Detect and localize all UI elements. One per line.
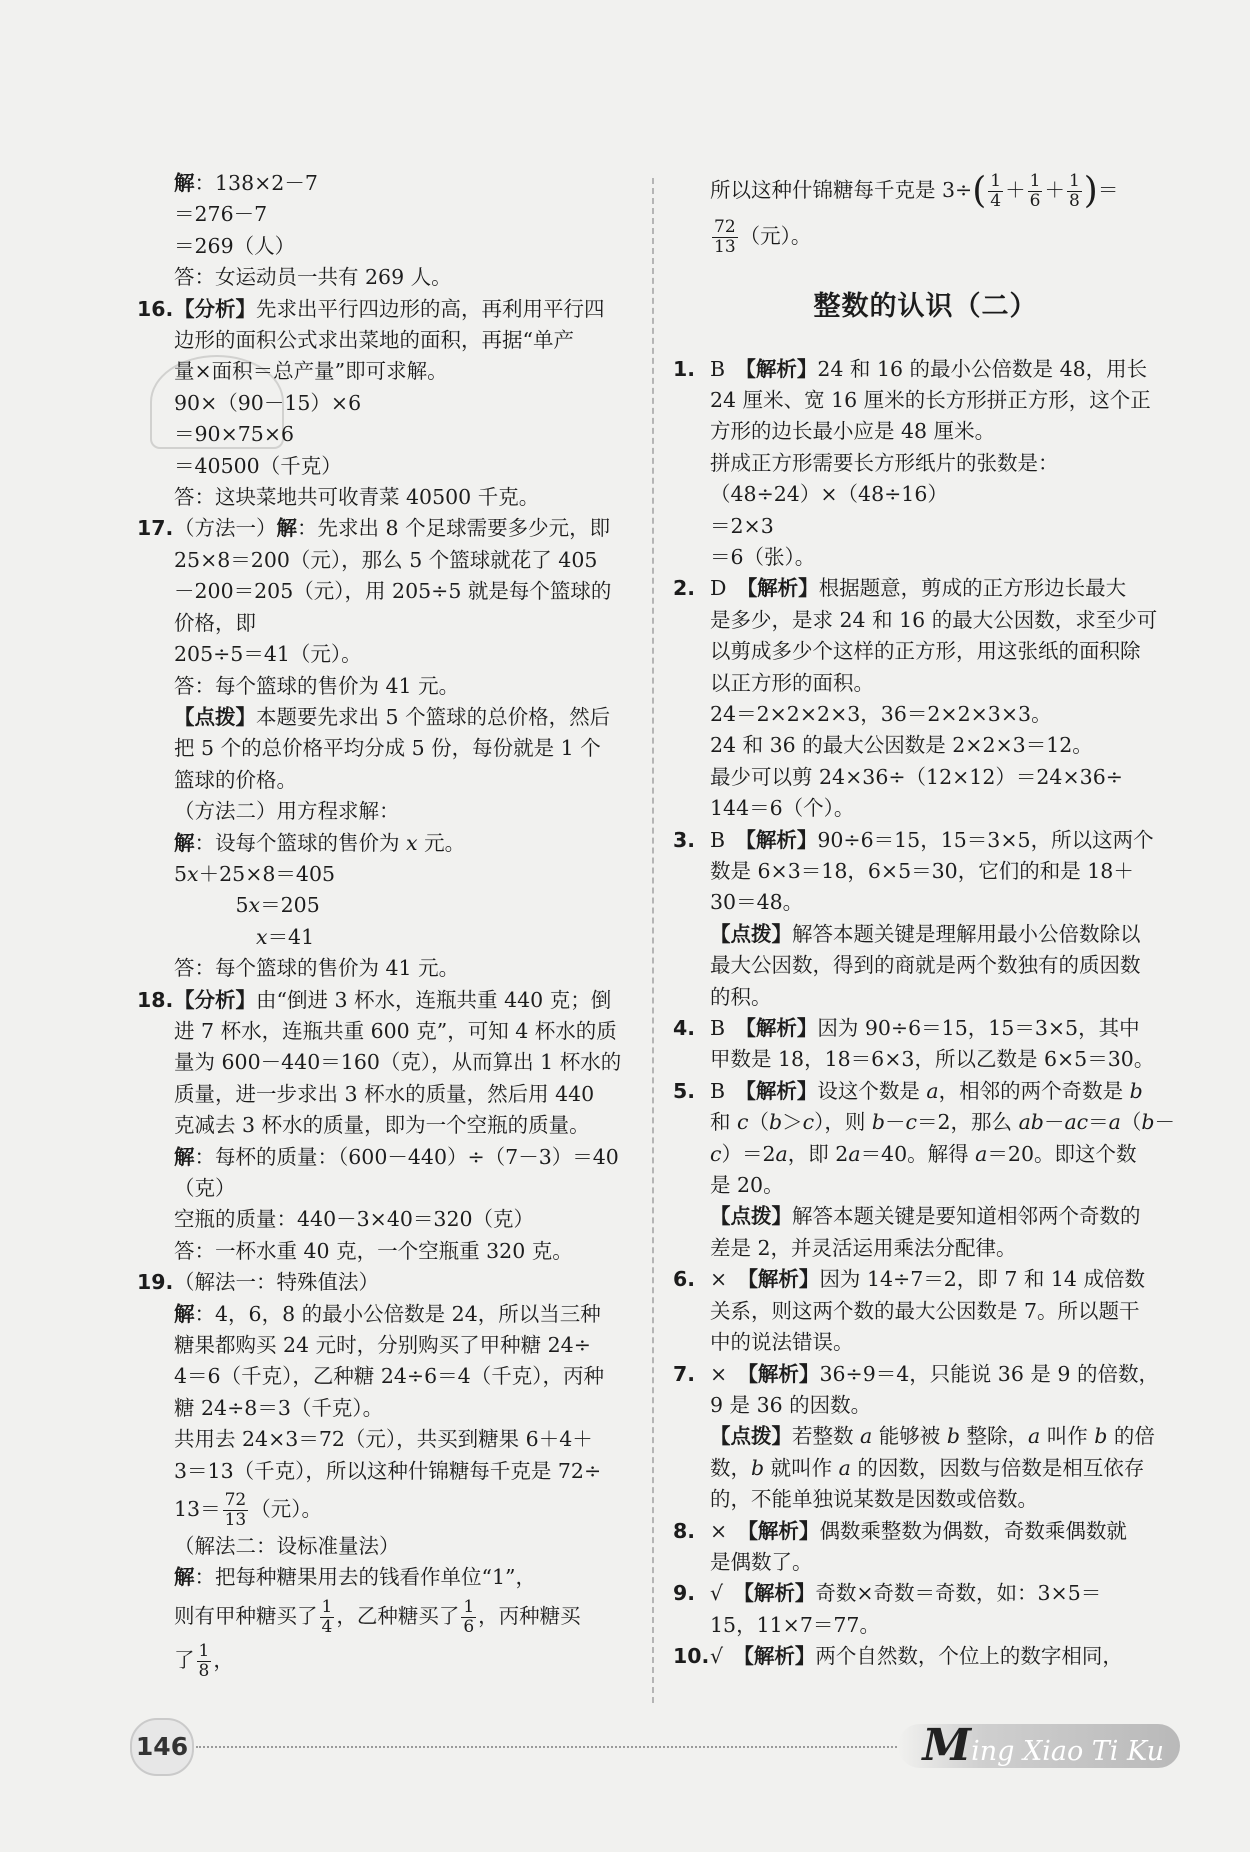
line-text: 糖果都购买 24 元时，分别购买了甲种糖 24÷ bbox=[174, 1333, 591, 1358]
question-number: 8. bbox=[673, 1518, 696, 1543]
left-column bbox=[137, 168, 642, 1682]
line-text: 篮球的价格。 bbox=[174, 767, 297, 792]
left-line bbox=[137, 733, 642, 764]
left-line bbox=[137, 1456, 642, 1487]
line-text: 中的说法错误。 bbox=[710, 1330, 854, 1355]
line-text: 解：把每种糖果用去的钱看作单位“1”， bbox=[174, 1565, 537, 1590]
line-text: 进 7 杯水，连瓶共重 600 克”，可知 4 杯水的质 bbox=[174, 1018, 617, 1043]
line-text: 了 $\frac{1}{8}$ ， bbox=[174, 1640, 234, 1681]
page-number: 146 bbox=[130, 1718, 194, 1776]
left-line bbox=[137, 828, 642, 859]
line-text: B 【解析】因为 90÷6＝15，15＝3×5，其中 bbox=[710, 1016, 1140, 1041]
line-text: c）＝2a，即 2a＝40。解得 a＝20。即这个数 bbox=[710, 1141, 1137, 1166]
right-line bbox=[673, 1013, 1178, 1044]
right-line bbox=[673, 1547, 1178, 1578]
left-line bbox=[137, 1487, 642, 1531]
line-text: 24 和 36 的最大公因数是 2×2×3＝12。 bbox=[710, 733, 1093, 758]
right-line bbox=[673, 1610, 1178, 1641]
line-text: 90×（90－15）×6 bbox=[174, 390, 362, 415]
question-number: 9. bbox=[673, 1581, 696, 1606]
right-line bbox=[673, 1359, 1178, 1390]
line-text: 以剪成多少个这样的正方形，用这张纸的面积除 bbox=[710, 639, 1141, 664]
question-number: 18. bbox=[137, 987, 174, 1012]
line-text: 是偶数了。 bbox=[710, 1549, 813, 1574]
line-text: ＝6（张）。 bbox=[710, 544, 816, 569]
right-line bbox=[673, 1516, 1178, 1547]
right-line bbox=[673, 1044, 1178, 1075]
line-text: 则有甲种糖买了 $\frac{1}{4}$ ，乙种糖买了 $\frac{1}{6}$ ，丙种糖买 bbox=[174, 1596, 581, 1637]
line-text: （方法二）用方程求解： bbox=[174, 799, 400, 824]
left-line bbox=[137, 482, 642, 513]
line-text: 【分析】先求出平行四边形的高，再利用平行四 bbox=[174, 296, 605, 321]
right-line bbox=[673, 919, 1178, 950]
right-line bbox=[673, 416, 1178, 447]
right-line bbox=[673, 887, 1178, 918]
right-column-answers bbox=[673, 354, 1178, 1673]
line-text: 144＝6（个）。 bbox=[710, 796, 855, 821]
right-line bbox=[673, 793, 1178, 824]
right-line bbox=[673, 1453, 1178, 1484]
right-line bbox=[673, 1421, 1178, 1452]
left-line bbox=[137, 451, 642, 482]
line-text: 数是 6×3＝18，6×5＝30，它们的和是 18＋ bbox=[710, 859, 1134, 883]
left-line bbox=[137, 1173, 642, 1204]
column-divider bbox=[652, 178, 654, 1703]
line-text: 甲数是 18，18＝6×3，所以乙数是 6×5＝30。 bbox=[710, 1047, 1155, 1072]
left-line bbox=[137, 388, 642, 419]
right-line bbox=[673, 730, 1178, 761]
line-text: 答：每个篮球的售价为 41 元。 bbox=[174, 956, 460, 981]
line-text: 24 厘米、宽 16 厘米的长方形拼正方形，这个正 bbox=[710, 387, 1151, 412]
line-text: 方形的边长最小应是 48 厘米。 bbox=[710, 419, 996, 444]
right-line bbox=[673, 354, 1178, 385]
line-text: √ 【解析】奇数×奇数＝奇数，如：3×5＝ bbox=[710, 1581, 1102, 1606]
right-line bbox=[673, 950, 1178, 981]
left-line bbox=[137, 765, 642, 796]
left-line bbox=[137, 168, 642, 199]
right-line bbox=[673, 982, 1178, 1013]
right-line bbox=[673, 668, 1178, 699]
line-text: B 【解析】24 和 16 的最小公倍数是 48，用长 bbox=[710, 356, 1148, 381]
line-text: 答：一杯水重 40 克，一个空瓶重 320 克。 bbox=[174, 1238, 573, 1263]
right-line bbox=[673, 605, 1178, 636]
line-text: 205÷5＝41（元）。 bbox=[174, 642, 362, 667]
line-text: （解法二：设标准量法） bbox=[174, 1534, 400, 1559]
left-line bbox=[137, 356, 642, 387]
left-line bbox=[137, 890, 642, 921]
left-line bbox=[137, 1562, 642, 1593]
line-text: （48÷24）×（48÷16） bbox=[710, 482, 948, 507]
right-line bbox=[673, 448, 1178, 479]
line-text: ＝90×75×6 bbox=[174, 422, 295, 447]
line-text: 30＝48。 bbox=[710, 890, 804, 915]
line-text: D 【解析】根据题意，剪成的正方形边长最大 bbox=[710, 576, 1127, 601]
right-line bbox=[673, 1139, 1178, 1170]
line-text: 解：138×2－7 bbox=[174, 171, 318, 195]
question-number: 7. bbox=[673, 1361, 696, 1386]
right-line bbox=[673, 856, 1178, 887]
right-line bbox=[673, 1170, 1178, 1201]
left-line bbox=[137, 1267, 642, 1298]
question-number: 16. bbox=[137, 296, 174, 321]
line-text: 边形的面积公式求出菜地的面积，再据“单产 bbox=[174, 328, 574, 353]
line-text: 关系，则这两个数的最大公因数是 7。所以题干 bbox=[710, 1298, 1140, 1323]
line-text: 3＝13（千克），所以这种什锦糖每千克是 72÷ bbox=[174, 1458, 602, 1483]
right-line bbox=[673, 636, 1178, 667]
right-line bbox=[673, 1264, 1178, 1295]
question-number: 5. bbox=[673, 1078, 696, 1103]
page-footer bbox=[130, 1718, 1180, 1778]
line-text: 【点拨】本题要先求出 5 个篮球的总价格，然后 bbox=[174, 704, 611, 729]
line-text: 质量，进一步求出 3 杯水的质量，然后用 440 bbox=[174, 1081, 595, 1106]
left-line bbox=[137, 608, 642, 639]
line-text: B 【解析】设这个数是 a，相邻的两个奇数是 b bbox=[710, 1078, 1143, 1103]
right-column-continuation bbox=[673, 168, 1178, 258]
left-line bbox=[137, 1299, 642, 1330]
right-line bbox=[673, 825, 1178, 856]
line-text: 是 20。 bbox=[710, 1173, 784, 1198]
line-text: 价格，即 bbox=[174, 610, 256, 635]
left-line bbox=[137, 1236, 642, 1267]
line-text: －200＝205（元），用 205÷5 就是每个篮球的 bbox=[174, 579, 612, 604]
left-line bbox=[137, 231, 642, 262]
left-line bbox=[137, 513, 642, 544]
line-text: 差是 2，并灵活运用乘法分配律。 bbox=[710, 1235, 1017, 1260]
question-number: 6. bbox=[673, 1267, 696, 1292]
left-line bbox=[137, 1047, 642, 1078]
right-line bbox=[673, 1296, 1178, 1327]
line-text: $\frac{72}{13}$ （元）。 bbox=[714, 216, 812, 257]
line-text: ＝276－7 bbox=[174, 202, 268, 227]
line-text: 和 c（b＞c），则 b－c＝2，那么 ab－ac＝a（b－ bbox=[710, 1110, 1175, 1135]
brand-initial: M bbox=[922, 1720, 972, 1771]
left-line bbox=[137, 1424, 642, 1455]
question-number: 3. bbox=[673, 827, 696, 852]
line-text: 24＝2×2×2×3，36＝2×2×3×3。 bbox=[710, 701, 1052, 726]
line-text: B 【解析】90÷6＝15，15＝3×5，所以这两个 bbox=[710, 827, 1154, 852]
brand-text: ing Xiao Ti Ku bbox=[971, 1736, 1164, 1767]
line-text: 解：设每个篮球的售价为 x 元。 bbox=[174, 830, 466, 855]
right-line bbox=[673, 479, 1178, 510]
line-text: 解：每杯的质量：（600－440）÷（7－3）＝40 bbox=[174, 1144, 619, 1169]
left-line bbox=[137, 671, 642, 702]
right-line bbox=[673, 699, 1178, 730]
question-number: 17. bbox=[137, 516, 174, 541]
line-text: 【点拨】解答本题关键是要知道相邻两个奇数的 bbox=[710, 1204, 1141, 1229]
line-text: 15，11×7＝77。 bbox=[710, 1612, 880, 1637]
left-line bbox=[137, 419, 642, 450]
left-line bbox=[137, 576, 642, 607]
line-text: 把 5 个的总价格平均分成 5 份，每份就是 1 个 bbox=[174, 736, 601, 761]
left-line bbox=[137, 796, 642, 827]
left-line bbox=[137, 1079, 642, 1110]
left-line bbox=[137, 1531, 642, 1562]
question-number: 4. bbox=[673, 1016, 696, 1041]
line-text: 最大公因数，得到的商就是两个数独有的质因数 bbox=[710, 953, 1141, 978]
right-line bbox=[673, 1327, 1178, 1358]
left-line bbox=[137, 1204, 642, 1235]
line-text: 13＝ $\frac{72}{13}$ （元）。 bbox=[174, 1490, 322, 1531]
left-line bbox=[137, 325, 642, 356]
line-text: 以正方形的面积。 bbox=[710, 670, 874, 695]
left-line bbox=[137, 1110, 642, 1141]
right-line bbox=[673, 1390, 1178, 1421]
brand-logo bbox=[898, 1720, 1180, 1771]
right-column bbox=[673, 168, 1178, 1673]
line-text: 数，b 就叫作 a 的因数，因数与倍数是相互依存 bbox=[710, 1455, 1145, 1480]
right-line bbox=[673, 1641, 1178, 1672]
line-text: 【分析】由“倒进 3 杯水，连瓶共重 440 克；倒 bbox=[174, 987, 612, 1012]
line-text: √ 【解析】两个自然数，个位上的数字相同， bbox=[710, 1644, 1123, 1669]
left-line bbox=[137, 262, 642, 293]
question-number: 19. bbox=[137, 1270, 174, 1295]
line-text: 答：女运动员一共有 269 人。 bbox=[174, 265, 452, 290]
right-line bbox=[673, 385, 1178, 416]
line-text: × 【解析】偶数乘整数为偶数，奇数乘偶数就 bbox=[710, 1518, 1127, 1543]
line-text: 量×面积＝总产量”即可求解。 bbox=[174, 359, 448, 384]
line-text: 的，不能单独说某数是因数或倍数。 bbox=[710, 1487, 1038, 1512]
line-text: 【点拨】若整数 a 能够被 b 整除，a 叫作 b 的倍 bbox=[710, 1424, 1155, 1449]
right-line bbox=[673, 573, 1178, 604]
left-line bbox=[137, 1361, 642, 1392]
left-line bbox=[137, 639, 642, 670]
right-line bbox=[673, 762, 1178, 793]
line-text: 【点拨】解答本题关键是理解用最小公倍数除以 bbox=[710, 921, 1141, 946]
question-number: 10. bbox=[673, 1644, 710, 1669]
line-text: 是多少，是求 24 和 16 的最大公因数，求至少可 bbox=[710, 607, 1158, 632]
section-title: 整数的认识（二） bbox=[813, 290, 1038, 322]
left-line bbox=[137, 1016, 642, 1047]
left-line bbox=[137, 985, 642, 1016]
right-line bbox=[673, 1076, 1178, 1107]
right-line bbox=[673, 542, 1178, 573]
line-text: 9 是 36 的因数。 bbox=[710, 1392, 872, 1417]
line-text: 空瓶的质量：440－3×40＝320（克） bbox=[174, 1207, 535, 1232]
line-text: 答：每个篮球的售价为 41 元。 bbox=[174, 673, 460, 698]
left-line bbox=[137, 545, 642, 576]
line-text: 5x＝205 bbox=[174, 893, 320, 918]
line-text: 糖 24÷8＝3（千克）。 bbox=[174, 1395, 384, 1420]
left-line bbox=[137, 1142, 642, 1173]
line-text: 克减去 3 杯水的质量，即为一个空瓶的质量。 bbox=[174, 1113, 590, 1138]
left-line bbox=[137, 1594, 642, 1638]
line-text: 的积。 bbox=[710, 984, 772, 1009]
line-text: 共用去 24×3＝72（元），共买到糖果 6＋4＋ bbox=[174, 1427, 593, 1452]
right-top-line bbox=[673, 214, 1178, 258]
line-text: × 【解析】因为 14÷7＝2，即 7 和 14 成倍数 bbox=[710, 1267, 1145, 1292]
right-line bbox=[673, 511, 1178, 542]
line-text: ＝2×3 bbox=[710, 513, 774, 538]
left-line bbox=[137, 1330, 642, 1361]
left-line bbox=[137, 922, 642, 953]
line-text: 答：这块菜地共可收青菜 40500 千克。 bbox=[174, 485, 540, 510]
right-line bbox=[673, 1107, 1178, 1138]
right-line bbox=[673, 1578, 1178, 1609]
line-text: × 【解析】36÷9＝4，只能说 36 是 9 的倍数， bbox=[710, 1361, 1159, 1386]
line-text: 量为 600－440＝160（克），从而算出 1 杯水的 bbox=[174, 1050, 622, 1075]
left-line bbox=[137, 1638, 642, 1682]
left-line bbox=[137, 294, 642, 325]
question-number: 1. bbox=[673, 356, 696, 381]
line-text: x＝41 bbox=[256, 924, 315, 949]
line-text: （方法一）解：先求出 8 个足球需要多少元，即 bbox=[174, 516, 611, 541]
left-line bbox=[137, 953, 642, 984]
line-text: 4＝6（千克），乙种糖 24÷6＝4（千克），丙种 bbox=[174, 1364, 604, 1389]
line-text: 解：4，6，8 的最小公倍数是 24，所以当三种 bbox=[174, 1301, 601, 1326]
left-line bbox=[137, 859, 642, 890]
right-line bbox=[673, 1233, 1178, 1264]
line-text: 25×8＝200（元），那么 5 个篮球就花了 405 bbox=[174, 547, 598, 572]
right-top-line bbox=[673, 168, 1178, 214]
line-text: （解法一：特殊值法） bbox=[174, 1270, 379, 1295]
line-text: 5x＋25×8＝405 bbox=[174, 861, 336, 886]
line-text: （克） bbox=[174, 1176, 236, 1200]
line-text: ＝269（人） bbox=[174, 233, 296, 258]
left-line bbox=[137, 1393, 642, 1424]
left-line bbox=[137, 702, 642, 733]
line-text: 最少可以剪 24×36÷（12×12）＝24×36÷ bbox=[710, 764, 1123, 789]
question-number: 2. bbox=[673, 576, 696, 601]
line-text: 拼成正方形需要长方形纸片的张数是： bbox=[710, 450, 1059, 475]
left-line bbox=[137, 199, 642, 230]
line-text: 所以这种什锦糖每千克是 3÷( $\frac{1}{4}$ ＋ $\frac{1}{6}$ ＋ $\frac{1}{8}$ )＝ bbox=[710, 170, 1119, 212]
right-line bbox=[673, 1201, 1178, 1232]
right-line bbox=[673, 1484, 1178, 1515]
line-text: ＝40500（千克） bbox=[174, 453, 342, 478]
